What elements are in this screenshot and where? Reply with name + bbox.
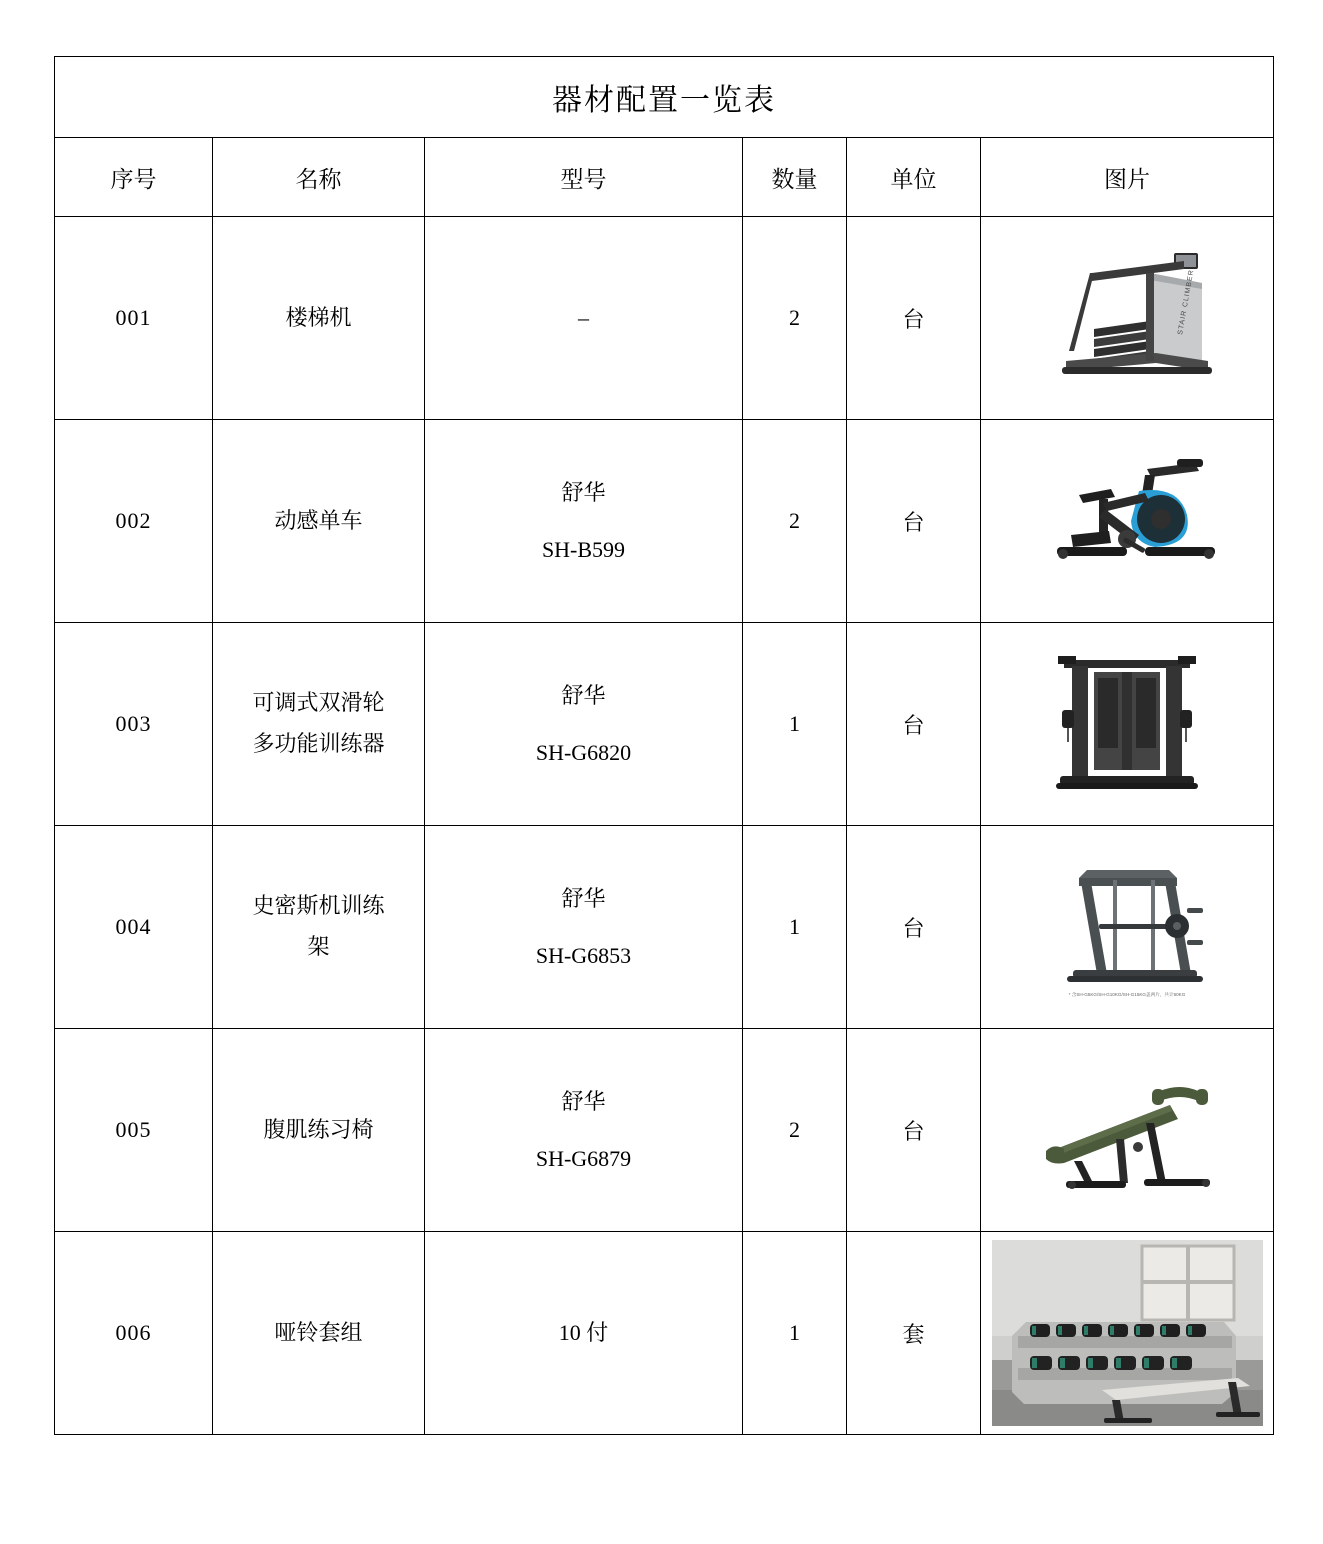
- cell-unit: 台: [847, 420, 981, 623]
- cell-name: [213, 826, 425, 1029]
- cell-name-line2: 架: [307, 934, 330, 959]
- cell-unit: 套: [847, 1232, 981, 1435]
- cell-model: –: [425, 217, 743, 420]
- column-header-name: 名称: [213, 138, 425, 217]
- cell-qty: 1: [743, 826, 847, 1029]
- ab-bench-icon: [1020, 1065, 1235, 1195]
- cell-qty: 1: [743, 1232, 847, 1435]
- cell-name: 动感单车: [213, 420, 425, 623]
- cell-image: [981, 1232, 1274, 1435]
- spin-bike-image: [981, 428, 1273, 614]
- cable-crossover-icon: [1042, 644, 1212, 804]
- column-header-image: 图片: [981, 138, 1274, 217]
- cell-unit: 台: [847, 217, 981, 420]
- cell-unit: 台: [847, 1029, 981, 1232]
- cell-name: 腹肌练习椅: [213, 1029, 425, 1232]
- cell-model: [425, 623, 743, 826]
- stair-climber-icon: [1032, 243, 1222, 393]
- cell-model-line2: SH-B599: [541, 537, 626, 562]
- cell-model-line2: SH-G6879: [535, 1146, 632, 1171]
- cell-model-line1: 舒华: [561, 1088, 606, 1114]
- cell-image: [981, 623, 1274, 826]
- cell-name: 哑铃套组: [213, 1232, 425, 1435]
- cell-qty: 2: [743, 1029, 847, 1232]
- cell-model: [425, 826, 743, 1029]
- cell-name: [213, 623, 425, 826]
- cell-unit: 台: [847, 623, 981, 826]
- table-row: [55, 1232, 1274, 1435]
- cell-no: 001: [55, 217, 213, 420]
- cell-model: [425, 1029, 743, 1232]
- equipment-configuration-table: [54, 56, 1274, 1435]
- cell-qty: 2: [743, 217, 847, 420]
- spin-bike-icon: [1027, 451, 1227, 591]
- column-header-qty: 数量: [743, 138, 847, 217]
- smith-machine-icon: [1027, 852, 1227, 1002]
- cell-model-line2: SH-G6853: [535, 943, 632, 968]
- cell-no: 006: [55, 1232, 213, 1435]
- dumbbell-rack-icon: [992, 1240, 1263, 1426]
- cell-name-line1: 可调式双滑轮: [252, 690, 385, 716]
- cell-no: 004: [55, 826, 213, 1029]
- cell-no: 003: [55, 623, 213, 826]
- cell-qty: 1: [743, 623, 847, 826]
- cell-name-line2: 多功能训练器: [252, 731, 385, 756]
- table-row: [55, 826, 1274, 1029]
- cell-image: [981, 217, 1274, 420]
- table-row: [55, 623, 1274, 826]
- stair-climber-image: [981, 225, 1273, 411]
- cell-model-line1: 舒华: [561, 885, 606, 911]
- table-row: [55, 420, 1274, 623]
- svg-text:STAIR CLIMBER: STAIR CLIMBER: [1177, 268, 1196, 336]
- column-header-no: 序号: [55, 138, 213, 217]
- column-header-model: 型号: [425, 138, 743, 217]
- table-row: [55, 1029, 1274, 1232]
- cell-name: 楼梯机: [213, 217, 425, 420]
- cell-model: 10 付: [425, 1232, 743, 1435]
- cell-unit: 台: [847, 826, 981, 1029]
- column-header-unit: 单位: [847, 138, 981, 217]
- dumbbell-rack-photo: [981, 1240, 1273, 1426]
- cell-no: 005: [55, 1029, 213, 1232]
- cell-image: [981, 1029, 1274, 1232]
- dumbbell-rack-photo-inner: [992, 1240, 1263, 1426]
- cell-image: [981, 826, 1274, 1029]
- ab-bench-image: [981, 1037, 1273, 1223]
- cell-no: 002: [55, 420, 213, 623]
- cell-model-line1: 舒华: [561, 479, 606, 505]
- table-title-row: [55, 57, 1274, 138]
- cell-image: [981, 420, 1274, 623]
- cable-crossover-machine-image: [981, 631, 1273, 817]
- table-row: [55, 217, 1274, 420]
- cell-model-line1: 舒华: [561, 682, 606, 708]
- table-header-row: [55, 138, 1274, 217]
- page-title: 器材配置一览表: [55, 57, 1274, 138]
- cell-model: [425, 420, 743, 623]
- smith-machine-image: [981, 834, 1273, 1020]
- cell-name-line1: 史密斯机训练: [252, 893, 385, 919]
- cell-qty: 2: [743, 420, 847, 623]
- cell-model-line2: SH-G6820: [535, 740, 632, 765]
- svg-text:* 含SH-G5KG/SH-G10KG/SH-G15KG盖两: * 含SH-G5KG/SH-G10KG/SH-G15KG盖两片，共计60KG: [1068, 992, 1186, 997]
